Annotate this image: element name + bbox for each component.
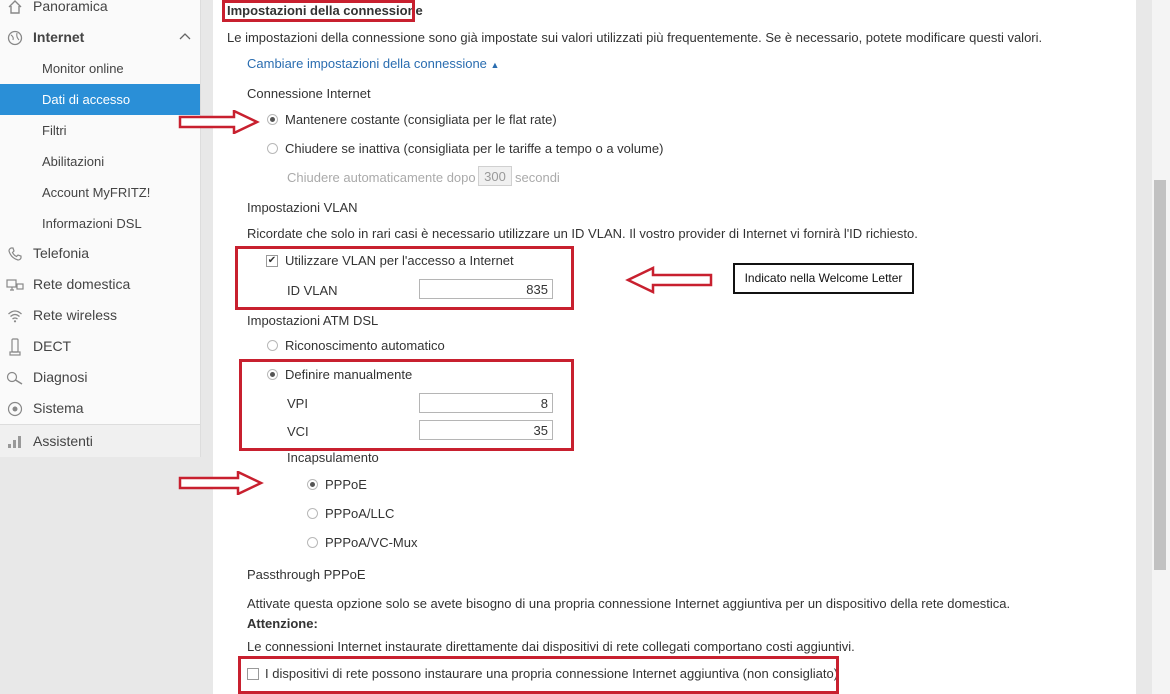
- passthrough-note: Attivate questa opzione solo se avete bisogno di una propria connessione Internet aggiuntiva per un dispositivo della rete domestica.: [247, 596, 1011, 611]
- welcome-letter-callout: Indicato nella Welcome Letter: [733, 263, 914, 294]
- sidebar-subitem-account-myfritz[interactable]: Account MyFRITZ!: [42, 185, 151, 200]
- wifi-icon: [5, 306, 25, 326]
- pppoa-llc-radio[interactable]: [307, 508, 318, 519]
- atm-heading: Impostazioni ATM DSL: [247, 313, 379, 328]
- dect-icon: [5, 337, 25, 357]
- manual-define-label[interactable]: Definire manualmente: [285, 367, 413, 382]
- passthrough-heading: Passthrough PPPoE: [247, 567, 366, 582]
- vlan-id-label: ID VLAN: [287, 283, 338, 298]
- sidebar-item-label: Diagnosi: [33, 369, 88, 385]
- sidebar-item-rete-domestica[interactable]: [0, 269, 200, 300]
- sidebar-item-label: Assistenti: [33, 432, 93, 449]
- system-icon: [5, 399, 25, 419]
- triangle-up-icon: ▲: [490, 60, 500, 70]
- vlan-heading: Impostazioni VLAN: [247, 200, 358, 215]
- arrow-right-icon: [178, 471, 264, 495]
- pppoe-radio[interactable]: [307, 479, 318, 490]
- change-settings-link[interactable]: [247, 56, 499, 71]
- sidebar-subitem-abilitazioni[interactable]: Abilitazioni: [42, 154, 105, 169]
- keep-connection-radio[interactable]: [267, 114, 278, 125]
- encapsulation-heading: Incapsulamento: [287, 450, 379, 465]
- assistant-icon: [5, 431, 25, 451]
- sidebar-subitem-dati-di-accesso[interactable]: Dati di accesso: [0, 84, 200, 115]
- sidebar-subitem-monitor-online[interactable]: Monitor online: [42, 61, 124, 76]
- globe-icon: [5, 28, 25, 48]
- network-icon: [5, 275, 25, 295]
- sidebar-item-label: DECT: [33, 338, 72, 354]
- sidebar-item-label: Rete wireless: [33, 307, 118, 323]
- pppoa-vcmux-radio[interactable]: [307, 537, 318, 548]
- close-inactive-label[interactable]: Chiudere se inattiva (consigliata per le tariffe a tempo o a volume): [285, 141, 664, 156]
- sidebar-item-assistenti[interactable]: [0, 424, 200, 457]
- attention-label: Attenzione:: [247, 616, 318, 631]
- phone-icon: [5, 244, 25, 264]
- auto-close-unit: secondi: [515, 170, 560, 185]
- manual-define-radio[interactable]: [267, 369, 278, 380]
- sidebar-item-internet[interactable]: [0, 22, 200, 53]
- sidebar-item-label: Panoramica: [33, 0, 108, 14]
- change-settings-label: Cambiare impostazioni della connessione: [247, 56, 487, 71]
- auto-detect-label[interactable]: Riconoscimento automatico: [285, 338, 445, 353]
- section-title: Impostazioni della connessione: [227, 3, 423, 18]
- sidebar-subitem-informazioni-dsl[interactable]: Informazioni DSL: [42, 216, 142, 231]
- auto-close-label: Chiudere automaticamente dopo: [287, 170, 476, 185]
- intro-text: Le impostazioni della connessione sono già impostate sui valori utilizzati più frequentemente. Se è necessario, potete modificare questi valori.: [227, 30, 1043, 45]
- pppoa-llc-label[interactable]: PPPoA/LLC: [325, 506, 395, 521]
- use-vlan-checkbox[interactable]: ✔: [267, 255, 277, 266]
- vpi-input[interactable]: [419, 393, 553, 413]
- pppoa-vcmux-label[interactable]: PPPoA/VC-Mux: [325, 535, 418, 550]
- sidebar-item-label: Telefonia: [33, 245, 90, 261]
- pppoe-label[interactable]: PPPoE: [325, 477, 367, 492]
- sidebar-item-diagnosi[interactable]: [0, 362, 200, 393]
- passthrough-checkbox-label[interactable]: I dispositivi di rete possono instaurare una propria connessione Internet aggiuntiva (non consigliato): [265, 666, 839, 681]
- sidebar-item-dect[interactable]: [0, 331, 200, 362]
- arrow-left-icon: [625, 266, 713, 294]
- internet-connection-heading: Connessione Internet: [247, 86, 371, 101]
- use-vlan-label[interactable]: Utilizzare VLAN per l'accesso a Internet: [285, 253, 514, 268]
- passthrough-warning: Le connessioni Internet instaurate direttamente dai dispositivi di rete collegati comportano costi aggiuntivi.: [247, 639, 855, 654]
- vci-label: VCI: [287, 424, 309, 439]
- arrow-right-icon: [178, 110, 260, 134]
- home-icon: [5, 0, 25, 17]
- vlan-id-input[interactable]: [419, 279, 553, 299]
- diagnosis-icon: [5, 368, 25, 388]
- sidebar-item-rete-wireless[interactable]: [0, 300, 200, 331]
- sidebar: [0, 0, 201, 457]
- vlan-note: Ricordate che solo in rari casi è necessario utilizzare un ID VLAN. Il vostro provider di Internet vi fornirà l'ID richiesto.: [247, 226, 918, 241]
- scrollbar-thumb[interactable]: [1154, 180, 1166, 570]
- sidebar-item-sistema[interactable]: [0, 393, 200, 424]
- sidebar-item-label: Rete domestica: [33, 276, 131, 292]
- keep-connection-label[interactable]: Mantenere costante (consigliata per le flat rate): [285, 112, 557, 127]
- vci-input[interactable]: [419, 420, 553, 440]
- auto-detect-radio[interactable]: [267, 340, 278, 351]
- sidebar-item-label: Internet: [33, 29, 85, 45]
- vpi-label: VPI: [287, 396, 308, 411]
- auto-close-seconds-input[interactable]: [478, 166, 512, 186]
- sidebar-item-label: Sistema: [33, 400, 84, 416]
- passthrough-checkbox[interactable]: [247, 668, 259, 680]
- sidebar-item-telefonia[interactable]: [0, 238, 200, 269]
- sidebar-item-panoramica[interactable]: [0, 0, 200, 22]
- chevron-up-icon[interactable]: [178, 30, 192, 47]
- close-inactive-radio[interactable]: [267, 143, 278, 154]
- sidebar-subitem-filtri[interactable]: Filtri: [42, 123, 67, 138]
